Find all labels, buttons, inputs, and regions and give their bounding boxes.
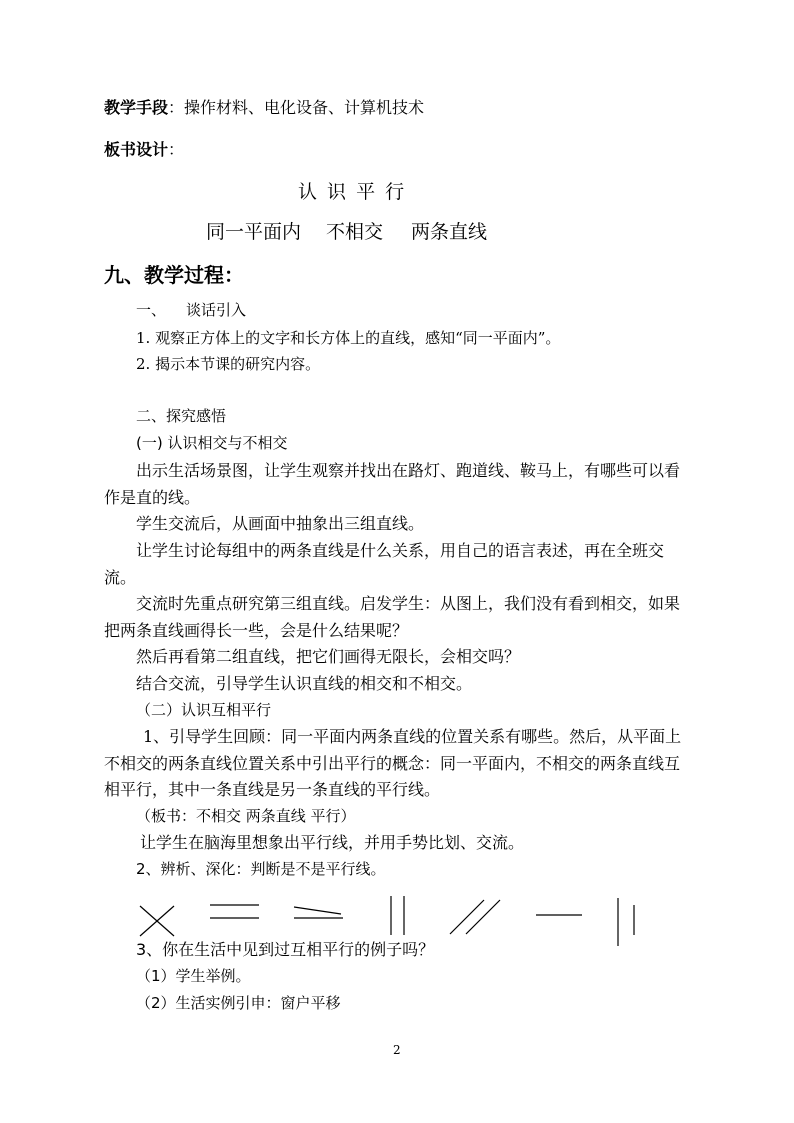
part-two-sub2: （二）认识互相平行 (136, 701, 272, 719)
list-item: （1）学生举例。 (136, 967, 251, 985)
figure-intersecting-lines (140, 906, 174, 936)
board-item-not-intersect: 不相交 (326, 221, 384, 243)
paragraph-line: 作是直的线。 (104, 488, 201, 507)
teaching-means-text: ：操作材料、电化设备、计算机技术 (168, 98, 425, 117)
figure-slanted-parallel-lines (450, 900, 500, 934)
part-one-item-2: 2. 揭示本节课的研究内容。 (136, 355, 321, 373)
page-number: 2 (393, 1043, 401, 1057)
part-one-item-1: 1. 观察正方体上的文字和长方体上的直线，感知“同一平面内”。 (136, 329, 561, 347)
paragraph-line: 不相交的两条直线位置关系中引出平行的概念：同一平面内，不相交的两条直线互 (104, 754, 681, 773)
paragraph-line: 交流时先重点研究第三组直线。启发学生：从图上，我们没有看到相交，如果 (136, 594, 681, 613)
board-note: （板书：不相交 两条直线 平行） (136, 807, 356, 825)
paragraph-line: 然后再看第二组直线，把它们画得无限长，会相交吗？ (136, 647, 521, 666)
part-two-heading: 二、探究感悟 (136, 407, 227, 425)
figure-horizontal-parallel-lines (210, 905, 259, 918)
paragraph-line: 结合交流，引导学生认识直线的相交和不相交。 (136, 674, 473, 693)
board-design-colon: ： (168, 140, 185, 159)
figure-offset-vertical-lines (618, 898, 634, 946)
teaching-means-label: 教学手段 (104, 98, 169, 117)
part-one-heading: 一、 (136, 301, 167, 319)
paragraph-line: 让学生讨论每组中的两条直线是什么关系，用自己的语言表述，再在全班交 (136, 541, 665, 560)
paragraph-line: 出示生活场景图，让学生观察并找出在路灯、跑道线、鞍马上，有哪些可以看 (136, 461, 681, 480)
list-item: （2）生活实例引申：窗户平移 (136, 994, 341, 1012)
board-design-label: 板书设计 (104, 140, 169, 159)
paragraph-line: 1、引导学生回顾：同一平面内两条直线的位置关系有哪些。然后，从平面上 (143, 727, 682, 746)
part-two-sub1: (一) 认识相交与不相交 (136, 434, 288, 452)
paragraph-line: 学生交流后，从画面中抽象出三组直线。 (136, 514, 425, 533)
paragraph-line: 让学生在脑海里想象出平行线，并用手势比划、交流。 (140, 833, 525, 852)
section-nine-heading: 九、教学过程： (104, 263, 244, 287)
figure-vertical-parallel-lines (391, 896, 404, 935)
figure-converging-lines (294, 907, 343, 918)
paragraph-line: 相平行，其中一条直线是另一条直线的平行线。 (104, 780, 441, 799)
paragraph-line: 流。 (104, 568, 137, 587)
paragraph-line: 2、辨析、深化：判断是不是平行线。 (136, 860, 386, 878)
board-item-same-plane: 同一平面内 (206, 221, 302, 243)
paragraph-line: 3、你在生活中见到过互相平行的例子吗？ (136, 940, 435, 959)
board-title: 认 识 平 行 (298, 181, 407, 203)
paragraph-line: 把两条直线画得长一些，会是什么结果呢？ (104, 621, 409, 640)
part-one-title: 谈话引入 (186, 301, 247, 319)
board-item-two-lines: 两条直线 (411, 221, 488, 243)
